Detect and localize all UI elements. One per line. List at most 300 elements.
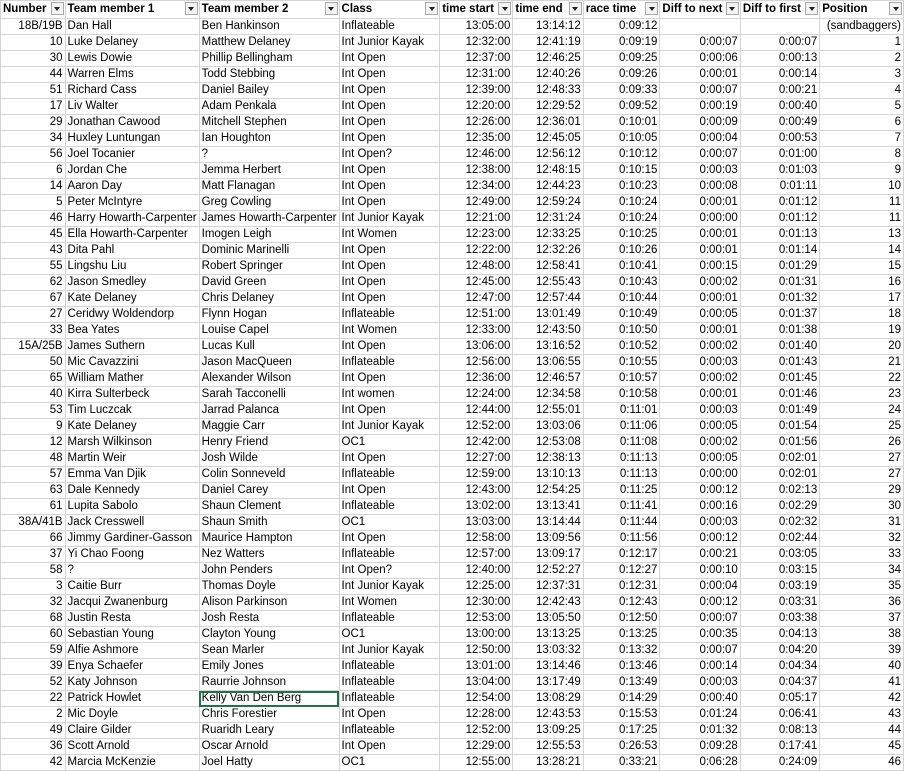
cell-diff-to-first[interactable]: 0:01:37 bbox=[740, 307, 819, 323]
cell-race-time[interactable]: 0:10:52 bbox=[583, 339, 660, 355]
cell-team-member-2[interactable]: Jarrad Palanca bbox=[199, 403, 339, 419]
cell-team-member-2[interactable]: Chris Forestier bbox=[199, 707, 339, 723]
column-header-race-time[interactable] bbox=[583, 1, 660, 19]
cell-diff-to-first[interactable]: 0:01:11 bbox=[740, 179, 819, 195]
cell-class[interactable]: Int Open bbox=[339, 403, 440, 419]
cell-position[interactable]: 1 bbox=[820, 35, 904, 51]
cell-class[interactable]: Int Open bbox=[339, 51, 440, 67]
cell-number[interactable]: 68 bbox=[1, 611, 66, 627]
cell-diff-to-first[interactable]: 0:04:20 bbox=[740, 643, 819, 659]
cell-race-time[interactable]: 0:10:25 bbox=[583, 227, 660, 243]
cell-class[interactable]: Int Open bbox=[339, 275, 440, 291]
cell-position[interactable]: 23 bbox=[820, 387, 904, 403]
cell-time-start[interactable]: 12:53:00 bbox=[440, 611, 513, 627]
cell-diff-to-next[interactable]: 0:00:02 bbox=[660, 435, 740, 451]
cell-diff-to-first[interactable]: 0:02:13 bbox=[740, 483, 819, 499]
cell-number[interactable]: 34 bbox=[1, 131, 66, 147]
cell-number[interactable]: 44 bbox=[1, 67, 66, 83]
cell-position[interactable]: 26 bbox=[820, 435, 904, 451]
cell-team-member-1[interactable]: Jordan Che bbox=[65, 163, 199, 179]
cell-team-member-1[interactable]: Luke Delaney bbox=[65, 35, 199, 51]
cell-team-member-1[interactable]: Emma Van Djik bbox=[65, 467, 199, 483]
cell-class[interactable]: Int Open bbox=[339, 291, 440, 307]
cell-team-member-2[interactable]: James Howarth-Carpenter bbox=[199, 211, 339, 227]
cell-team-member-2[interactable]: Maurice Hampton bbox=[199, 531, 339, 547]
cell-team-member-2[interactable]: Josh Wilde bbox=[199, 451, 339, 467]
cell-team-member-1[interactable]: Enya Schaefer bbox=[65, 659, 199, 675]
cell-number[interactable]: 33 bbox=[1, 323, 66, 339]
cell-time-end[interactable]: 12:59:24 bbox=[513, 195, 583, 211]
cell-position[interactable]: 13 bbox=[820, 227, 904, 243]
filter-dropdown-icon[interactable] bbox=[185, 2, 198, 15]
cell-team-member-2[interactable]: Phillip Bellingham bbox=[199, 51, 339, 67]
cell-diff-to-next[interactable]: 0:00:12 bbox=[660, 483, 740, 499]
cell-race-time[interactable]: 0:13:49 bbox=[583, 675, 660, 691]
cell-time-end[interactable]: 13:17:49 bbox=[513, 675, 583, 691]
cell-time-end[interactable]: 13:05:50 bbox=[513, 611, 583, 627]
cell-time-start[interactable]: 13:03:00 bbox=[440, 515, 513, 531]
cell-class[interactable]: Inflateable bbox=[339, 499, 440, 515]
cell-class[interactable]: Int Open bbox=[339, 451, 440, 467]
cell-team-member-1[interactable]: Jimmy Gardiner-Gasson bbox=[65, 531, 199, 547]
cell-class[interactable]: Int Junior Kayak bbox=[339, 35, 440, 51]
cell-time-start[interactable]: 12:26:00 bbox=[440, 115, 513, 131]
cell-diff-to-next[interactable]: 0:00:03 bbox=[660, 515, 740, 531]
cell-position[interactable]: 11 bbox=[820, 195, 904, 211]
cell-team-member-1[interactable]: Jack Cresswell bbox=[65, 515, 199, 531]
cell-position[interactable]: 22 bbox=[820, 371, 904, 387]
filter-dropdown-icon[interactable] bbox=[498, 2, 511, 15]
cell-time-end[interactable]: 12:43:50 bbox=[513, 323, 583, 339]
cell-class[interactable]: Inflateable bbox=[339, 19, 440, 35]
cell-team-member-1[interactable]: Katy Johnson bbox=[65, 675, 199, 691]
cell-position[interactable]: 20 bbox=[820, 339, 904, 355]
cell-time-start[interactable]: 12:51:00 bbox=[440, 307, 513, 323]
column-header-number[interactable] bbox=[1, 1, 66, 19]
cell-position[interactable]: 17 bbox=[820, 291, 904, 307]
cell-diff-to-next[interactable]: 0:00:00 bbox=[660, 467, 740, 483]
cell-team-member-1[interactable]: Kate Delaney bbox=[65, 291, 199, 307]
cell-time-end[interactable]: 13:01:49 bbox=[513, 307, 583, 323]
cell-diff-to-next[interactable]: 0:00:01 bbox=[660, 323, 740, 339]
cell-team-member-1[interactable]: Scott Arnold bbox=[65, 739, 199, 755]
cell-race-time[interactable]: 0:11:56 bbox=[583, 531, 660, 547]
cell-class[interactable]: Int Open bbox=[339, 259, 440, 275]
cell-team-member-2[interactable]: Thomas Doyle bbox=[199, 579, 339, 595]
cell-number[interactable]: 14 bbox=[1, 179, 66, 195]
cell-time-start[interactable]: 13:00:00 bbox=[440, 627, 513, 643]
cell-team-member-1[interactable]: Kirra Sulterbeck bbox=[65, 387, 199, 403]
column-header-diff-to-next[interactable] bbox=[660, 1, 740, 19]
cell-position[interactable]: 29 bbox=[820, 483, 904, 499]
cell-diff-to-first[interactable]: 0:00:53 bbox=[740, 131, 819, 147]
cell-race-time[interactable]: 0:11:25 bbox=[583, 483, 660, 499]
cell-time-end[interactable]: 12:41:19 bbox=[513, 35, 583, 51]
cell-time-end[interactable]: 13:14:46 bbox=[513, 659, 583, 675]
cell-time-start[interactable]: 12:44:00 bbox=[440, 403, 513, 419]
cell-time-end[interactable]: 12:36:01 bbox=[513, 115, 583, 131]
cell-time-end[interactable]: 12:46:25 bbox=[513, 51, 583, 67]
cell-position[interactable]: 18 bbox=[820, 307, 904, 323]
cell-position[interactable]: 34 bbox=[820, 563, 904, 579]
cell-position[interactable]: 10 bbox=[820, 179, 904, 195]
column-header-team-member-2[interactable] bbox=[199, 1, 339, 19]
cell-number[interactable]: 3 bbox=[1, 579, 66, 595]
cell-class[interactable]: Inflateable bbox=[339, 307, 440, 323]
cell-team-member-1[interactable]: Huxley Luntungan bbox=[65, 131, 199, 147]
cell-diff-to-first[interactable]: 0:01:56 bbox=[740, 435, 819, 451]
cell-class[interactable]: Inflateable bbox=[339, 611, 440, 627]
cell-team-member-2[interactable]: Robert Springer bbox=[199, 259, 339, 275]
cell-team-member-1[interactable]: Peter McIntyre bbox=[65, 195, 199, 211]
cell-race-time[interactable]: 0:11:08 bbox=[583, 435, 660, 451]
cell-number[interactable]: 51 bbox=[1, 83, 66, 99]
cell-time-start[interactable]: 12:47:00 bbox=[440, 291, 513, 307]
cell-number[interactable]: 18B/19B bbox=[1, 19, 66, 35]
cell-number[interactable]: 62 bbox=[1, 275, 66, 291]
cell-class[interactable]: Int Junior Kayak bbox=[339, 579, 440, 595]
cell-class[interactable]: Int Women bbox=[339, 595, 440, 611]
cell-time-end[interactable]: 12:32:26 bbox=[513, 243, 583, 259]
cell-class[interactable]: Int Women bbox=[339, 227, 440, 243]
cell-class[interactable]: OC1 bbox=[339, 755, 440, 771]
cell-race-time[interactable]: 0:09:12 bbox=[583, 19, 660, 35]
cell-race-time[interactable]: 0:10:49 bbox=[583, 307, 660, 323]
cell-race-time[interactable]: 0:10:57 bbox=[583, 371, 660, 387]
cell-race-time[interactable]: 0:10:43 bbox=[583, 275, 660, 291]
cell-time-end[interactable]: 12:55:43 bbox=[513, 275, 583, 291]
cell-team-member-1[interactable]: Joel Tocanier bbox=[65, 147, 199, 163]
cell-diff-to-next[interactable]: 0:00:07 bbox=[660, 83, 740, 99]
cell-class[interactable]: Inflateable bbox=[339, 723, 440, 739]
cell-number[interactable]: 22 bbox=[1, 691, 66, 707]
cell-diff-to-first[interactable]: 0:01:38 bbox=[740, 323, 819, 339]
cell-race-time[interactable]: 0:11:13 bbox=[583, 451, 660, 467]
cell-team-member-1[interactable]: Dan Hall bbox=[65, 19, 199, 35]
cell-position[interactable]: 11 bbox=[820, 211, 904, 227]
cell-diff-to-next[interactable]: 0:00:01 bbox=[660, 67, 740, 83]
cell-time-start[interactable]: 12:39:00 bbox=[440, 83, 513, 99]
cell-team-member-2[interactable]: Ruaridh Leary bbox=[199, 723, 339, 739]
cell-position[interactable]: 33 bbox=[820, 547, 904, 563]
cell-race-time[interactable]: 0:10:50 bbox=[583, 323, 660, 339]
cell-number[interactable]: 32 bbox=[1, 595, 66, 611]
column-header-diff-to-first[interactable] bbox=[740, 1, 819, 19]
cell-time-end[interactable]: 13:28:21 bbox=[513, 755, 583, 771]
cell-diff-to-first[interactable]: 0:01:49 bbox=[740, 403, 819, 419]
cell-position[interactable]: 9 bbox=[820, 163, 904, 179]
cell-race-time[interactable]: 0:10:12 bbox=[583, 147, 660, 163]
cell-position[interactable]: 7 bbox=[820, 131, 904, 147]
cell-team-member-2[interactable]: Shaun Smith bbox=[199, 515, 339, 531]
filter-dropdown-icon[interactable] bbox=[325, 2, 338, 15]
cell-diff-to-next[interactable]: 0:00:15 bbox=[660, 259, 740, 275]
cell-number[interactable]: 6 bbox=[1, 163, 66, 179]
cell-diff-to-next[interactable]: 0:00:09 bbox=[660, 115, 740, 131]
cell-team-member-2[interactable]: Alison Parkinson bbox=[199, 595, 339, 611]
cell-diff-to-next[interactable]: 0:00:04 bbox=[660, 579, 740, 595]
cell-diff-to-next[interactable]: 0:00:12 bbox=[660, 595, 740, 611]
cell-diff-to-first[interactable]: 0:00:21 bbox=[740, 83, 819, 99]
cell-time-end[interactable]: 13:13:41 bbox=[513, 499, 583, 515]
cell-number[interactable]: 57 bbox=[1, 467, 66, 483]
cell-time-end[interactable]: 13:08:29 bbox=[513, 691, 583, 707]
cell-position[interactable]: 37 bbox=[820, 611, 904, 627]
cell-time-start[interactable]: 12:27:00 bbox=[440, 451, 513, 467]
cell-time-start[interactable]: 12:56:00 bbox=[440, 355, 513, 371]
cell-time-start[interactable]: 12:59:00 bbox=[440, 467, 513, 483]
cell-diff-to-next[interactable]: 0:00:01 bbox=[660, 243, 740, 259]
cell-team-member-1[interactable]: Jason Smedley bbox=[65, 275, 199, 291]
cell-time-start[interactable]: 13:02:00 bbox=[440, 499, 513, 515]
cell-race-time[interactable]: 0:11:06 bbox=[583, 419, 660, 435]
cell-time-end[interactable]: 13:03:06 bbox=[513, 419, 583, 435]
cell-diff-to-next[interactable]: 0:00:40 bbox=[660, 691, 740, 707]
cell-time-start[interactable]: 12:25:00 bbox=[440, 579, 513, 595]
cell-time-start[interactable]: 12:45:00 bbox=[440, 275, 513, 291]
cell-diff-to-first[interactable]: 0:04:13 bbox=[740, 627, 819, 643]
cell-number[interactable]: 50 bbox=[1, 355, 66, 371]
cell-diff-to-next[interactable]: 0:00:03 bbox=[660, 163, 740, 179]
filter-dropdown-icon[interactable] bbox=[889, 2, 902, 15]
cell-team-member-1[interactable]: Bea Yates bbox=[65, 323, 199, 339]
cell-time-start[interactable]: 12:34:00 bbox=[440, 179, 513, 195]
cell-position[interactable]: 27 bbox=[820, 451, 904, 467]
cell-team-member-2[interactable]: Ian Houghton bbox=[199, 131, 339, 147]
cell-time-start[interactable]: 12:43:00 bbox=[440, 483, 513, 499]
cell-team-member-1[interactable]: Ella Howarth-Carpenter bbox=[65, 227, 199, 243]
cell-position[interactable]: 46 bbox=[820, 755, 904, 771]
cell-diff-to-first[interactable]: 0:01:32 bbox=[740, 291, 819, 307]
cell-class[interactable]: Int Open bbox=[339, 371, 440, 387]
cell-time-end[interactable]: 12:42:43 bbox=[513, 595, 583, 611]
cell-class[interactable]: OC1 bbox=[339, 627, 440, 643]
cell-position[interactable]: 19 bbox=[820, 323, 904, 339]
cell-race-time[interactable]: 0:13:46 bbox=[583, 659, 660, 675]
cell-class[interactable]: Int Open? bbox=[339, 147, 440, 163]
cell-number[interactable]: 36 bbox=[1, 739, 66, 755]
cell-time-start[interactable]: 12:54:00 bbox=[440, 691, 513, 707]
cell-number[interactable]: 39 bbox=[1, 659, 66, 675]
cell-position[interactable]: 44 bbox=[820, 723, 904, 739]
cell-number[interactable]: 60 bbox=[1, 627, 66, 643]
cell-team-member-1[interactable]: Lewis Dowie bbox=[65, 51, 199, 67]
column-header-position[interactable] bbox=[820, 1, 904, 19]
cell-number[interactable]: 29 bbox=[1, 115, 66, 131]
cell-diff-to-next[interactable]: 0:00:00 bbox=[660, 211, 740, 227]
cell-diff-to-next[interactable]: 0:00:01 bbox=[660, 227, 740, 243]
cell-diff-to-next[interactable]: 0:01:32 bbox=[660, 723, 740, 739]
cell-time-start[interactable]: 12:49:00 bbox=[440, 195, 513, 211]
cell-number[interactable]: 17 bbox=[1, 99, 66, 115]
cell-race-time[interactable]: 0:09:26 bbox=[583, 67, 660, 83]
filter-dropdown-icon[interactable] bbox=[51, 2, 64, 15]
cell-diff-to-next[interactable]: 0:00:06 bbox=[660, 51, 740, 67]
cell-time-end[interactable]: 12:29:52 bbox=[513, 99, 583, 115]
cell-time-start[interactable]: 12:52:00 bbox=[440, 723, 513, 739]
cell-team-member-1[interactable]: Harry Howarth-Carpenter bbox=[65, 211, 199, 227]
cell-number[interactable]: 46 bbox=[1, 211, 66, 227]
cell-race-time[interactable]: 0:12:43 bbox=[583, 595, 660, 611]
cell-time-end[interactable]: 12:43:53 bbox=[513, 707, 583, 723]
cell-number[interactable]: 66 bbox=[1, 531, 66, 547]
cell-race-time[interactable]: 0:11:41 bbox=[583, 499, 660, 515]
filter-dropdown-icon[interactable] bbox=[726, 2, 739, 15]
cell-diff-to-next[interactable]: 0:00:07 bbox=[660, 35, 740, 51]
cell-class[interactable]: Int Open bbox=[339, 243, 440, 259]
cell-diff-to-next[interactable]: 0:00:07 bbox=[660, 147, 740, 163]
cell-team-member-2[interactable]: Chris Delaney bbox=[199, 291, 339, 307]
cell-number[interactable]: 55 bbox=[1, 259, 66, 275]
cell-time-end[interactable]: 12:38:13 bbox=[513, 451, 583, 467]
cell-time-start[interactable]: 12:33:00 bbox=[440, 323, 513, 339]
cell-diff-to-first[interactable]: 0:03:05 bbox=[740, 547, 819, 563]
cell-position[interactable]: 24 bbox=[820, 403, 904, 419]
cell-team-member-1[interactable]: Justin Resta bbox=[65, 611, 199, 627]
cell-time-start[interactable]: 12:57:00 bbox=[440, 547, 513, 563]
cell-number[interactable]: 59 bbox=[1, 643, 66, 659]
cell-number[interactable]: 42 bbox=[1, 755, 66, 771]
cell-number[interactable]: 58 bbox=[1, 563, 66, 579]
cell-class[interactable]: OC1 bbox=[339, 435, 440, 451]
cell-diff-to-next[interactable]: 0:00:12 bbox=[660, 531, 740, 547]
cell-diff-to-next[interactable]: 0:00:14 bbox=[660, 659, 740, 675]
cell-number[interactable]: 52 bbox=[1, 675, 66, 691]
cell-team-member-1[interactable]: Lupita Sabolo bbox=[65, 499, 199, 515]
cell-diff-to-first[interactable]: 0:02:01 bbox=[740, 451, 819, 467]
cell-time-start[interactable]: 13:04:00 bbox=[440, 675, 513, 691]
cell-team-member-1[interactable]: Ceridwy Woldendorp bbox=[65, 307, 199, 323]
cell-diff-to-first[interactable]: 0:01:46 bbox=[740, 387, 819, 403]
cell-team-member-2[interactable]: Greg Cowling bbox=[199, 195, 339, 211]
cell-team-member-2[interactable]: Lucas Kull bbox=[199, 339, 339, 355]
cell-race-time[interactable]: 0:09:52 bbox=[583, 99, 660, 115]
cell-team-member-1[interactable]: Caitie Burr bbox=[65, 579, 199, 595]
cell-team-member-1[interactable]: Dale Kennedy bbox=[65, 483, 199, 499]
cell-diff-to-first[interactable]: 0:00:40 bbox=[740, 99, 819, 115]
cell-diff-to-first[interactable]: 0:01:14 bbox=[740, 243, 819, 259]
cell-diff-to-next[interactable]: 0:00:01 bbox=[660, 195, 740, 211]
cell-team-member-2[interactable]: Oscar Arnold bbox=[199, 739, 339, 755]
cell-diff-to-first[interactable]: 0:01:03 bbox=[740, 163, 819, 179]
cell-time-start[interactable]: 12:38:00 bbox=[440, 163, 513, 179]
cell-time-start[interactable]: 12:32:00 bbox=[440, 35, 513, 51]
cell-race-time[interactable]: 0:09:25 bbox=[583, 51, 660, 67]
cell-diff-to-first[interactable]: 0:02:29 bbox=[740, 499, 819, 515]
cell-diff-to-next[interactable]: 0:00:05 bbox=[660, 419, 740, 435]
cell-team-member-2[interactable]: Clayton Young bbox=[199, 627, 339, 643]
cell-number[interactable]: 30 bbox=[1, 51, 66, 67]
cell-position[interactable]: 38 bbox=[820, 627, 904, 643]
cell-diff-to-first[interactable]: 0:01:40 bbox=[740, 339, 819, 355]
cell-position[interactable]: (sandbaggers) bbox=[820, 19, 904, 35]
cell-position[interactable]: 16 bbox=[820, 275, 904, 291]
cell-diff-to-next[interactable]: 0:00:01 bbox=[660, 387, 740, 403]
cell-race-time[interactable]: 0:10:41 bbox=[583, 259, 660, 275]
cell-time-end[interactable]: 12:56:12 bbox=[513, 147, 583, 163]
cell-position[interactable]: 8 bbox=[820, 147, 904, 163]
cell-race-time[interactable]: 0:26:53 bbox=[583, 739, 660, 755]
cell-diff-to-first[interactable] bbox=[740, 19, 819, 35]
column-header-team-member-1[interactable] bbox=[65, 1, 199, 19]
cell-time-end[interactable]: 12:48:15 bbox=[513, 163, 583, 179]
cell-time-end[interactable]: 12:53:08 bbox=[513, 435, 583, 451]
cell-class[interactable]: Int Open bbox=[339, 339, 440, 355]
cell-diff-to-first[interactable]: 0:01:00 bbox=[740, 147, 819, 163]
cell-team-member-1[interactable]: Jonathan Cawood bbox=[65, 115, 199, 131]
cell-race-time[interactable]: 0:11:13 bbox=[583, 467, 660, 483]
cell-time-start[interactable]: 12:21:00 bbox=[440, 211, 513, 227]
cell-time-end[interactable]: 12:33:25 bbox=[513, 227, 583, 243]
cell-team-member-1[interactable]: Patrick Howlet bbox=[65, 691, 199, 707]
cell-race-time[interactable]: 0:12:27 bbox=[583, 563, 660, 579]
cell-diff-to-first[interactable]: 0:00:13 bbox=[740, 51, 819, 67]
cell-position[interactable]: 2 bbox=[820, 51, 904, 67]
cell-race-time[interactable]: 0:10:24 bbox=[583, 211, 660, 227]
column-header-time-end[interactable] bbox=[513, 1, 583, 19]
cell-diff-to-first[interactable]: 0:01:29 bbox=[740, 259, 819, 275]
cell-class[interactable]: Int Open bbox=[339, 131, 440, 147]
cell-team-member-1[interactable]: Aaron Day bbox=[65, 179, 199, 195]
cell-number[interactable]: 67 bbox=[1, 291, 66, 307]
cell-number[interactable]: 15A/25B bbox=[1, 339, 66, 355]
cell-diff-to-next[interactable]: 0:00:05 bbox=[660, 307, 740, 323]
cell-diff-to-next[interactable]: 0:00:03 bbox=[660, 675, 740, 691]
cell-diff-to-first[interactable]: 0:01:43 bbox=[740, 355, 819, 371]
cell-race-time[interactable]: 0:17:25 bbox=[583, 723, 660, 739]
cell-race-time[interactable]: 0:12:17 bbox=[583, 547, 660, 563]
cell-class[interactable]: Inflateable bbox=[339, 355, 440, 371]
cell-position[interactable]: 15 bbox=[820, 259, 904, 275]
cell-time-end[interactable]: 13:06:55 bbox=[513, 355, 583, 371]
cell-team-member-2[interactable]: Shaun Clement bbox=[199, 499, 339, 515]
cell-time-start[interactable]: 12:28:00 bbox=[440, 707, 513, 723]
cell-position[interactable]: 25 bbox=[820, 419, 904, 435]
cell-team-member-2[interactable]: David Green bbox=[199, 275, 339, 291]
cell-class[interactable]: Int Open bbox=[339, 179, 440, 195]
cell-position[interactable]: 32 bbox=[820, 531, 904, 547]
cell-diff-to-next[interactable]: 0:01:24 bbox=[660, 707, 740, 723]
cell-position[interactable]: 6 bbox=[820, 115, 904, 131]
cell-race-time[interactable]: 0:12:31 bbox=[583, 579, 660, 595]
cell-diff-to-first[interactable]: 0:01:45 bbox=[740, 371, 819, 387]
cell-race-time[interactable]: 0:10:24 bbox=[583, 195, 660, 211]
cell-team-member-2[interactable]: Jemma Herbert bbox=[199, 163, 339, 179]
cell-team-member-1[interactable]: Lingshu Liu bbox=[65, 259, 199, 275]
cell-diff-to-first[interactable]: 0:01:13 bbox=[740, 227, 819, 243]
cell-time-start[interactable]: 12:48:00 bbox=[440, 259, 513, 275]
cell-number[interactable]: 10 bbox=[1, 35, 66, 51]
cell-team-member-2[interactable]: Emily Jones bbox=[199, 659, 339, 675]
cell-diff-to-next[interactable]: 0:00:21 bbox=[660, 547, 740, 563]
cell-class[interactable]: Inflateable bbox=[339, 675, 440, 691]
cell-team-member-2[interactable]: Raurrie Johnson bbox=[199, 675, 339, 691]
cell-diff-to-first[interactable]: 0:01:31 bbox=[740, 275, 819, 291]
cell-team-member-2[interactable]: Daniel Carey bbox=[199, 483, 339, 499]
cell-diff-to-first[interactable]: 0:03:31 bbox=[740, 595, 819, 611]
cell-team-member-2[interactable]: Maggie Carr bbox=[199, 419, 339, 435]
cell-time-end[interactable]: 12:55:01 bbox=[513, 403, 583, 419]
cell-team-member-1[interactable]: Sebastian Young bbox=[65, 627, 199, 643]
cell-team-member-2[interactable]: Jason MacQueen bbox=[199, 355, 339, 371]
cell-team-member-2[interactable]: Dominic Marinelli bbox=[199, 243, 339, 259]
cell-position[interactable]: 3 bbox=[820, 67, 904, 83]
cell-class[interactable]: Int Open bbox=[339, 83, 440, 99]
column-header-time-start[interactable] bbox=[440, 1, 513, 19]
cell-class[interactable]: Inflateable bbox=[339, 691, 440, 707]
cell-position[interactable]: 39 bbox=[820, 643, 904, 659]
cell-team-member-2[interactable]: Imogen Leigh bbox=[199, 227, 339, 243]
